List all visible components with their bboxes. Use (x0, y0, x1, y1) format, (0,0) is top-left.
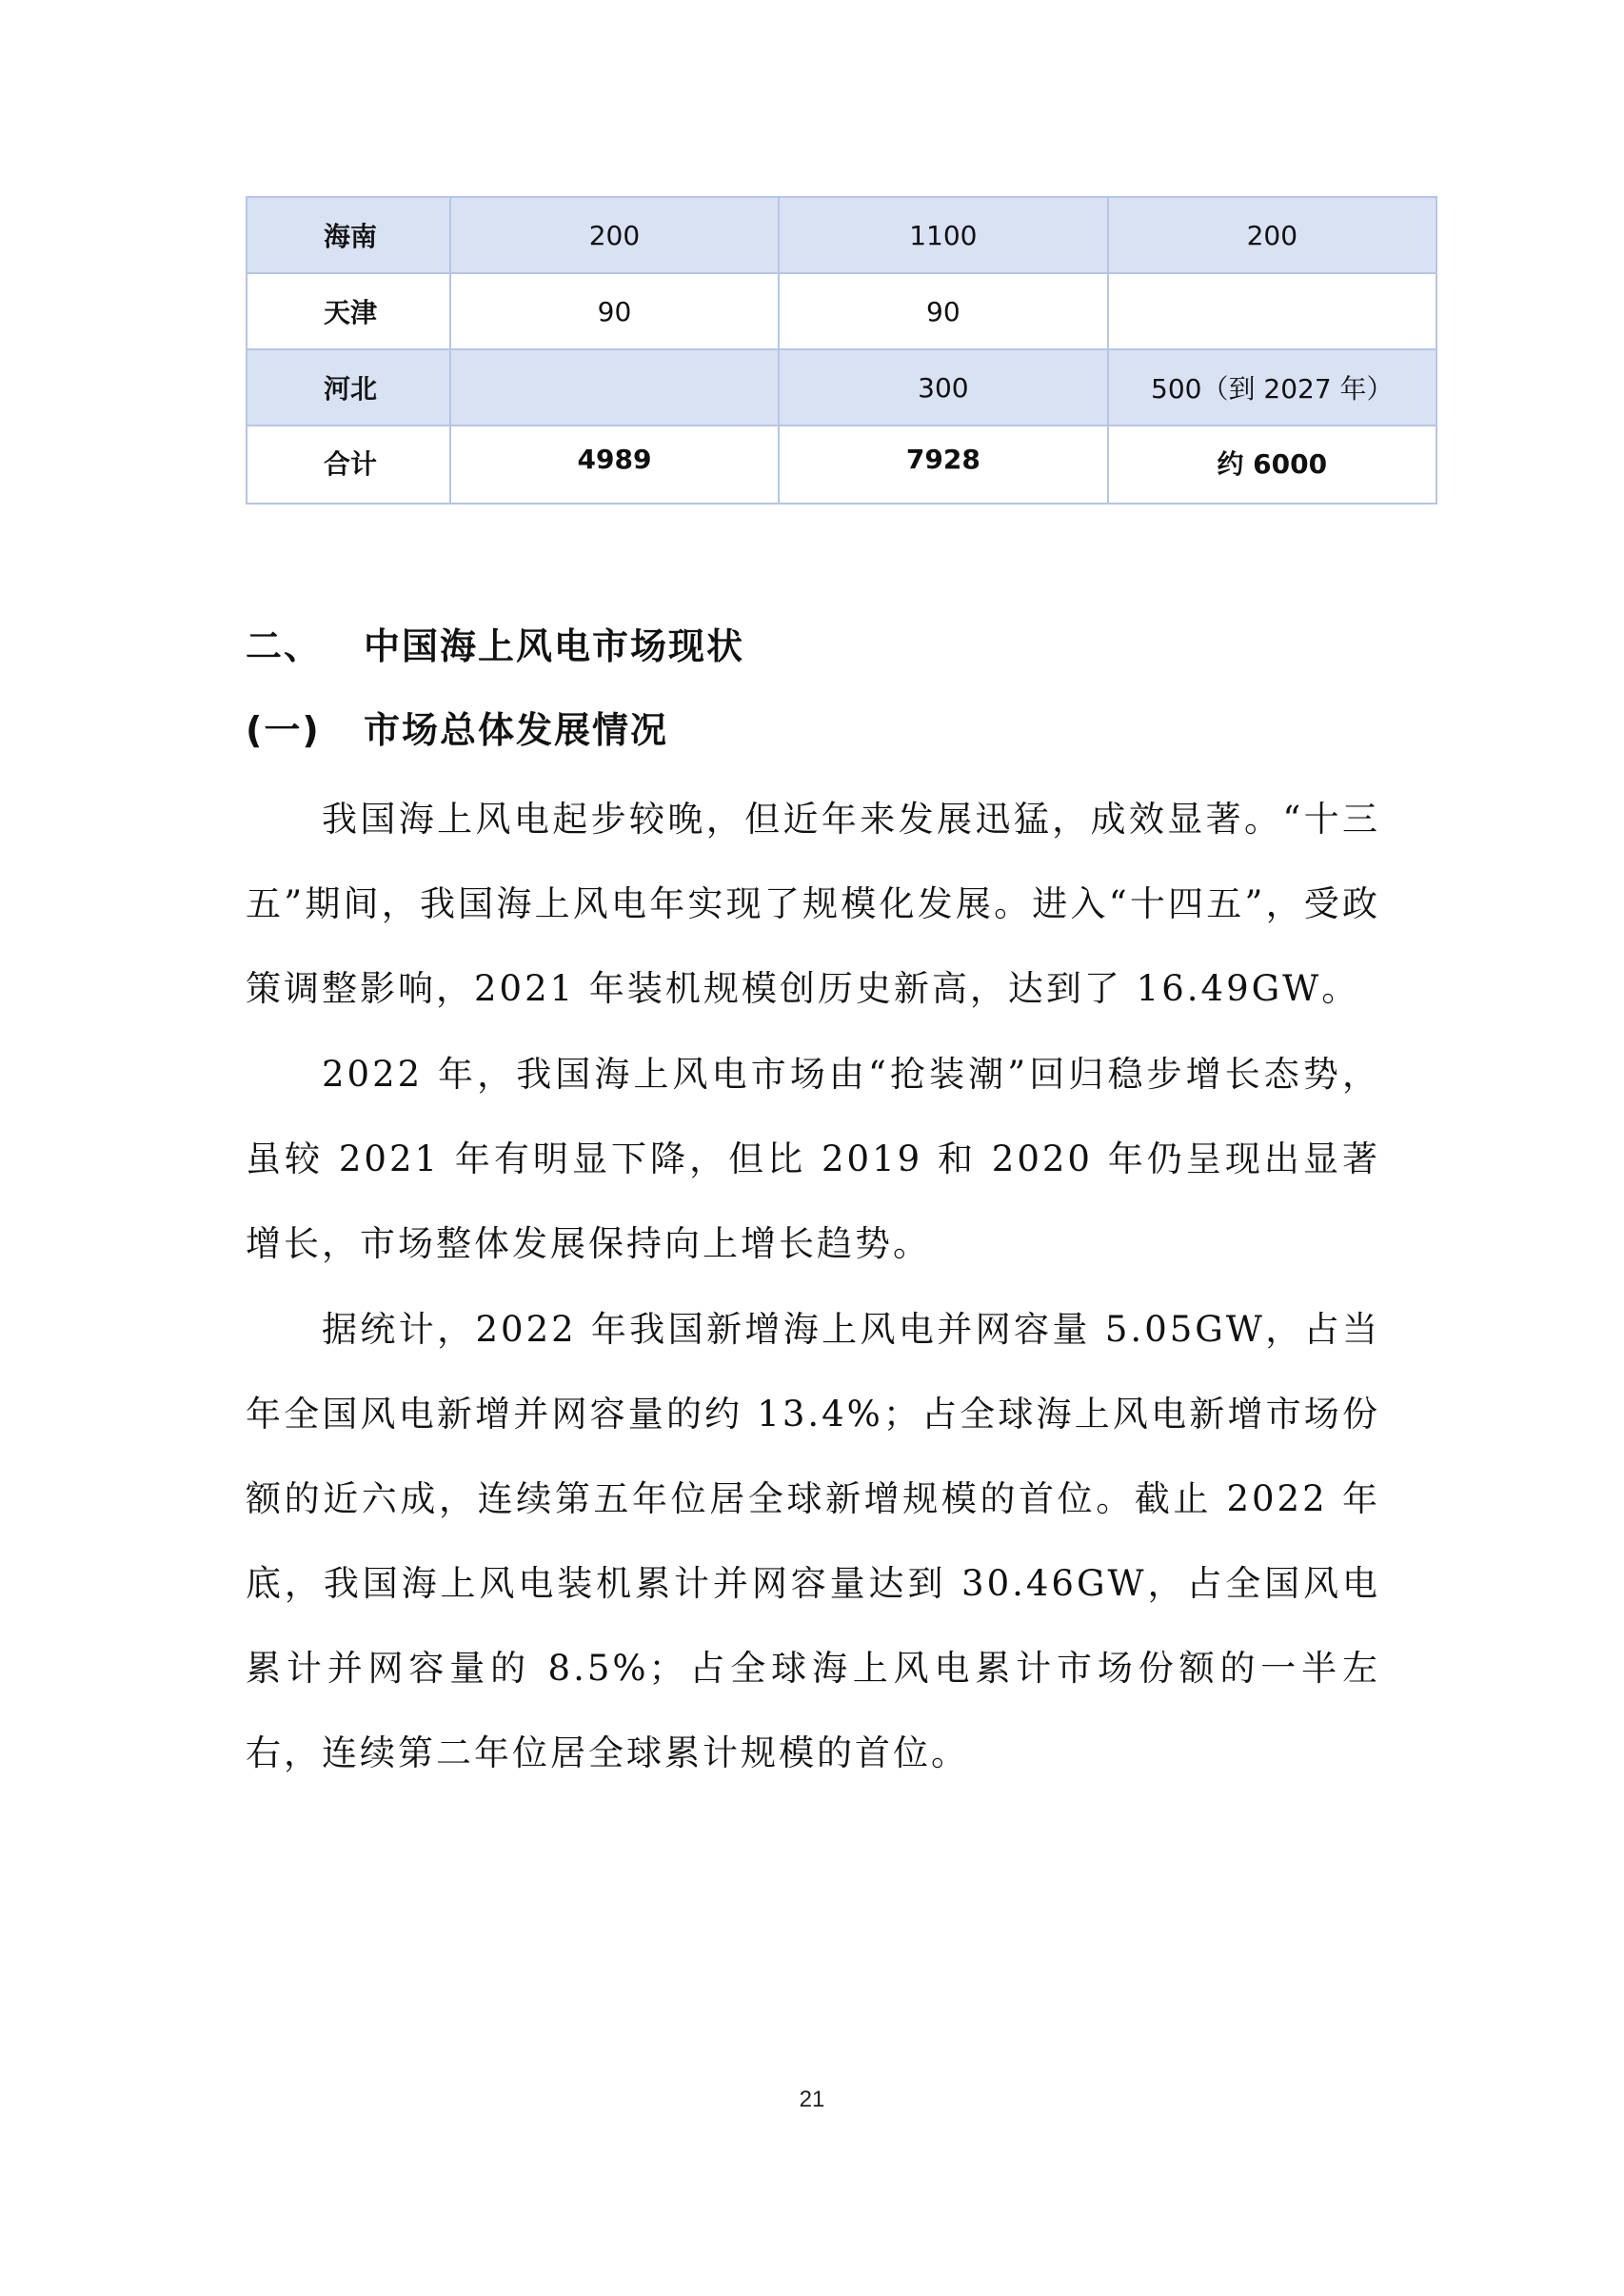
table-cell-region: 合计 (247, 426, 450, 504)
capacity-table (246, 196, 1437, 505)
table-cell-region: 天津 (247, 273, 450, 349)
table-row (247, 273, 1436, 349)
table-cell: 约 6000 (1108, 426, 1436, 504)
table-cell: 90 (779, 273, 1107, 349)
subsection-number: (一) (246, 709, 321, 751)
table-cell (1108, 273, 1436, 349)
table-cell: 90 (450, 273, 779, 349)
body-paragraph: 我国海上风电起步较晚，但近年来发展迅猛，成效显著。“十三五”期间，我国海上风电年实现了规模化发展。进入“十四五”，受政策调整影响，2021 年装机规模创历史新高，达到了 16.49GW。 (246, 799, 1380, 1009)
table-cell: 4989 (450, 426, 779, 504)
table-cell: 500（到 2027 年） (1108, 349, 1436, 426)
table-row (247, 197, 1436, 273)
section-heading (246, 617, 744, 669)
table-cell: 300 (779, 349, 1107, 426)
table-row (247, 349, 1436, 426)
body-paragraph: 2022 年，我国海上风电市场由“抢装潮”回归稳步增长态势，虽较 2021 年有明显下降，但比 2019 和 2020 年仍呈现出显著增长，市场整体发展保持向上增长趋势。 (246, 1054, 1380, 1264)
body-paragraph: 据统计，2022 年我国新增海上风电并网容量 5.05GW，占当年全国风电新增并网容量的约 13.4%；占全球海上风电新增市场份额的近六成，连续第五年位居全球新增规模的首位。截止 2022 年底，我国海上风电装机累计并网容量达到 30.46GW，占全国风电累计并网容量的 8.5%；占全球海上风电累计市场份额的一半左右，连续第二年位居全球累计规模的首位。 (246, 1309, 1380, 1773)
table-cell: 7928 (779, 426, 1107, 504)
table-cell: 200 (450, 197, 779, 273)
table-cell-region: 海南 (247, 197, 450, 273)
subsection-title: 市场总体发展情况 (364, 709, 669, 751)
table-cell (450, 349, 779, 426)
table-total-row (247, 426, 1436, 504)
table-cell: 200 (1108, 197, 1436, 273)
subsection-heading (246, 701, 668, 753)
table-cell: 1100 (779, 197, 1107, 273)
section-number: 二、 (246, 625, 323, 667)
page-number: 21 (799, 2087, 825, 2112)
table-cell-region: 河北 (247, 349, 450, 426)
section-title: 中国海上风电市场现状 (364, 625, 745, 667)
